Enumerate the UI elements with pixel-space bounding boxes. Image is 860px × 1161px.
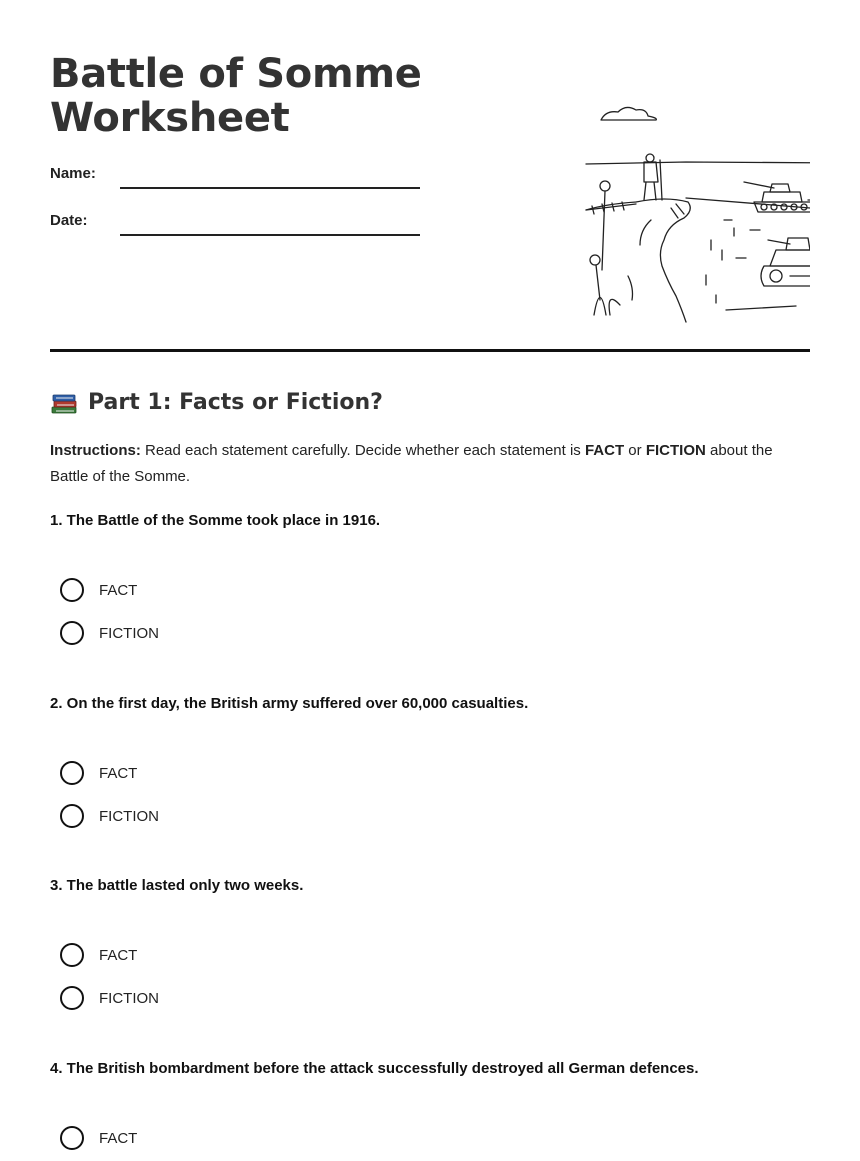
q4-option-fact[interactable]: [60, 1126, 137, 1150]
question-4: [50, 1060, 820, 1147]
header: [50, 0, 810, 352]
q1-option-fiction[interactable]: [60, 621, 159, 645]
or-word: or: [624, 442, 646, 459]
option-label: FACT: [99, 946, 138, 964]
option-label: FACT: [99, 581, 138, 599]
q2-option-fiction[interactable]: [60, 804, 159, 828]
question-text: 1. The Battle of the Somme took place in 1916.: [50, 512, 381, 529]
battlefield-illustration: [536, 100, 810, 326]
question-1: [50, 512, 820, 642]
radio-button[interactable]: [60, 943, 84, 967]
instructions-label: Instructions:: [50, 442, 141, 459]
header-divider: [50, 349, 810, 352]
date-field-row: [50, 210, 420, 236]
q1-option-fact[interactable]: [60, 578, 137, 602]
question-2: [50, 695, 820, 825]
instructions-pre: Read each statement carefully. Decide whether each statement is: [140, 442, 585, 459]
option-label: FICTION: [99, 989, 159, 1007]
option-label: FICTION: [99, 807, 159, 825]
q2-option-fact[interactable]: [60, 761, 137, 785]
radio-button[interactable]: [60, 1126, 84, 1150]
option-label: FACT: [99, 1129, 138, 1147]
q3-option-fact[interactable]: [60, 943, 137, 967]
instructions: [50, 438, 815, 490]
radio-button[interactable]: [60, 621, 84, 645]
question-text: 3. The battle lasted only two weeks.: [50, 877, 304, 894]
part1-title: [50, 388, 383, 416]
question-text: 2. On the first day, the British army suffered over 60,000 casualties.: [50, 695, 529, 712]
question-text: 4. The British bombardment before the attack successfully destroyed all German defences.: [50, 1060, 699, 1077]
title-line-2: Worksheet: [50, 95, 290, 141]
date-input[interactable]: [120, 210, 420, 236]
instructions-post: about the Battle of the Somme.: [50, 442, 773, 485]
radio-button[interactable]: [60, 804, 84, 828]
worksheet-title: [50, 52, 470, 140]
option-label: FACT: [99, 764, 138, 782]
name-label: Name:: [50, 165, 96, 182]
q3-option-fiction[interactable]: [60, 986, 159, 1010]
books-icon: [50, 388, 78, 416]
fiction-word: FICTION: [645, 442, 706, 459]
name-field-row: [50, 163, 420, 189]
name-input[interactable]: [120, 163, 420, 189]
title-line-1: Battle of Somme: [50, 51, 422, 97]
radio-button[interactable]: [60, 986, 84, 1010]
part1-title-text: Part 1: Facts or Fiction?: [88, 389, 383, 415]
date-label: Date:: [50, 212, 88, 229]
radio-button[interactable]: [60, 578, 84, 602]
option-label: FICTION: [99, 624, 159, 642]
radio-button[interactable]: [60, 761, 84, 785]
question-3: [50, 877, 820, 1007]
fact-word: FACT: [584, 442, 625, 459]
